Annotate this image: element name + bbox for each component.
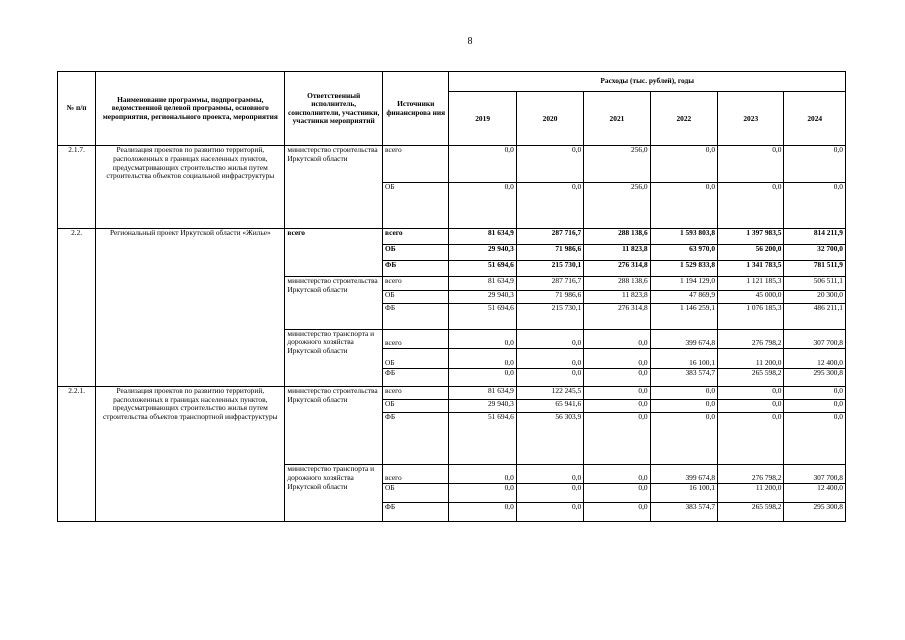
row-executor: министерство транспорта и дорожного хозяйства Иркутской области bbox=[285, 329, 383, 386]
row-value: 0,0 bbox=[718, 413, 784, 465]
header-executor: Ответственный исполнитель, соисполнители, участники, участники мероприятий bbox=[285, 72, 383, 146]
row-executor: министерство строительства Иркутской области bbox=[285, 146, 383, 229]
row-value: 11 823,8 bbox=[584, 245, 650, 261]
row-value: 0,0 bbox=[449, 368, 516, 386]
row-value: 0,0 bbox=[584, 400, 650, 413]
row-source: ОБ bbox=[383, 182, 449, 228]
row-value: 215 730,1 bbox=[516, 261, 583, 277]
row-value: 81 634,9 bbox=[449, 277, 516, 291]
row-value: 0,0 bbox=[650, 146, 717, 182]
row-value: 0,0 bbox=[650, 386, 717, 399]
row-value: 383 574,7 bbox=[650, 368, 717, 386]
row-source: ФБ bbox=[383, 304, 449, 329]
row-value: 65 941,6 bbox=[516, 400, 583, 413]
row-value: 0,0 bbox=[718, 400, 784, 413]
row-value: 51 694,6 bbox=[449, 304, 516, 329]
row-value: 20 300,0 bbox=[784, 291, 846, 304]
row-executor: министерство транспорта и дорожного хозяйства Иркутской области bbox=[285, 465, 383, 522]
row-value: 295 300,8 bbox=[784, 502, 846, 521]
table-row bbox=[58, 229, 846, 245]
row-value: 0,0 bbox=[718, 182, 784, 228]
row-value: 0,0 bbox=[449, 329, 516, 348]
row-value: 287 716,7 bbox=[516, 277, 583, 291]
row-value: 122 245,5 bbox=[516, 386, 583, 399]
row-source: ОБ bbox=[383, 291, 449, 304]
row-value: 56 200,0 bbox=[718, 245, 784, 261]
header-name: Наименование программы, подпрограммы, ведомственной целевой программы, основного мероприятия, регионального проекта, мероприятия bbox=[96, 72, 285, 146]
row-value: 29 940,3 bbox=[449, 245, 516, 261]
row-source: ОБ bbox=[383, 348, 449, 368]
row-value: 399 674,8 bbox=[650, 465, 717, 483]
row-source: всего bbox=[383, 465, 449, 483]
row-source: всего bbox=[383, 277, 449, 291]
row-value: 11 200,0 bbox=[718, 483, 784, 502]
header-expenses: Расходы (тыс. рублей), годы bbox=[449, 72, 846, 92]
page-number: 8 bbox=[467, 36, 473, 47]
header-year: 2022 bbox=[650, 92, 717, 146]
row-value: 0,0 bbox=[449, 465, 516, 483]
row-value: 1 076 185,3 bbox=[718, 304, 784, 329]
row-value: 265 598,2 bbox=[718, 368, 784, 386]
row-value: 51 694,6 bbox=[449, 413, 516, 465]
row-value: 215 730,1 bbox=[516, 304, 583, 329]
row-value: 71 986,6 bbox=[516, 245, 583, 261]
row-value: 0,0 bbox=[449, 146, 516, 182]
header-year: 2020 bbox=[516, 92, 583, 146]
row-value: 45 000,0 bbox=[718, 291, 784, 304]
row-value: 16 100,1 bbox=[650, 348, 717, 368]
row-value: 0,0 bbox=[516, 146, 583, 182]
row-value: 0,0 bbox=[584, 368, 650, 386]
row-value: 0,0 bbox=[784, 386, 846, 399]
row-source: ФБ bbox=[383, 261, 449, 277]
row-value: 288 138,6 bbox=[584, 229, 650, 245]
row-value: 399 674,8 bbox=[650, 329, 717, 348]
row-source: ФБ bbox=[383, 502, 449, 521]
row-value: 1 529 833,8 bbox=[650, 261, 717, 277]
row-value: 0,0 bbox=[516, 368, 583, 386]
row-value: 11 200,0 bbox=[718, 348, 784, 368]
budget-table bbox=[57, 71, 846, 522]
row-value: 16 100,1 bbox=[650, 483, 717, 502]
row-value: 0,0 bbox=[650, 413, 717, 465]
row-value: 287 716,7 bbox=[516, 229, 583, 245]
row-value: 288 138,6 bbox=[584, 277, 650, 291]
row-value: 0,0 bbox=[784, 400, 846, 413]
row-name: Реализация проектов по развитию территорий, расположенных в границах населенных пунктов, предусматривающих строительство жилья путем строительства объектов социальной инфраструктуры bbox=[96, 146, 285, 229]
row-value: 0,0 bbox=[449, 348, 516, 368]
row-value: 383 574,7 bbox=[650, 502, 717, 521]
row-value: 276 314,8 bbox=[584, 261, 650, 277]
row-value: 307 700,8 bbox=[784, 465, 846, 483]
row-name: Региональный проект Иркутской области «Жилье» bbox=[96, 229, 285, 387]
row-value: 0,0 bbox=[516, 465, 583, 483]
row-source: всего bbox=[383, 329, 449, 348]
row-value: 56 303,9 bbox=[516, 413, 583, 465]
row-value: 47 869,9 bbox=[650, 291, 717, 304]
row-value: 486 211,1 bbox=[784, 304, 846, 329]
table-row bbox=[58, 146, 846, 182]
row-value: 1 146 259,1 bbox=[650, 304, 717, 329]
row-value: 295 300,8 bbox=[784, 368, 846, 386]
row-value: 0,0 bbox=[718, 146, 784, 182]
header-year: 2024 bbox=[784, 92, 846, 146]
row-value: 81 634,9 bbox=[449, 386, 516, 399]
row-value: 0,0 bbox=[584, 348, 650, 368]
row-value: 29 940,3 bbox=[449, 400, 516, 413]
header-source: Источники финансирова ния bbox=[383, 72, 449, 146]
row-value: 0,0 bbox=[784, 413, 846, 465]
table-row bbox=[58, 386, 846, 399]
row-name: Реализация проектов по развитию территорий, расположенных в границах населенных пунктов, предусматривающих строительство жилья путем строительства объектов транспортной инфраструктуры bbox=[96, 386, 285, 521]
row-value: 11 823,8 bbox=[584, 291, 650, 304]
row-source: ОБ bbox=[383, 483, 449, 502]
header-year: 2019 bbox=[449, 92, 516, 146]
header-year: 2023 bbox=[718, 92, 784, 146]
row-source: ОБ bbox=[383, 400, 449, 413]
row-value: 1 194 129,0 bbox=[650, 277, 717, 291]
row-value: 0,0 bbox=[516, 483, 583, 502]
row-value: 0,0 bbox=[584, 386, 650, 399]
row-value: 276 798,2 bbox=[718, 329, 784, 348]
row-value: 814 211,9 bbox=[784, 229, 846, 245]
row-source: всего bbox=[383, 146, 449, 182]
row-executor: министерство строительства Иркутской области bbox=[285, 277, 383, 329]
row-value: 0,0 bbox=[784, 182, 846, 228]
row-value: 276 798,2 bbox=[718, 465, 784, 483]
row-value: 0,0 bbox=[516, 348, 583, 368]
row-code: 2.1.7. bbox=[58, 146, 96, 229]
row-value: 265 598,2 bbox=[718, 502, 784, 521]
row-value: 29 940,3 bbox=[449, 291, 516, 304]
row-source: ОБ bbox=[383, 245, 449, 261]
row-value: 0,0 bbox=[584, 483, 650, 502]
row-value: 0,0 bbox=[449, 483, 516, 502]
row-value: 0,0 bbox=[584, 329, 650, 348]
row-source: ФБ bbox=[383, 413, 449, 465]
row-source: ФБ bbox=[383, 368, 449, 386]
header-year: 2021 bbox=[584, 92, 650, 146]
row-value: 51 694,6 bbox=[449, 261, 516, 277]
row-value: 0,0 bbox=[718, 386, 784, 399]
row-value: 0,0 bbox=[584, 413, 650, 465]
row-value: 0,0 bbox=[449, 182, 516, 228]
row-source: всего bbox=[383, 386, 449, 399]
row-executor: министерство строительства Иркутской области bbox=[285, 386, 383, 465]
row-value: 81 634,9 bbox=[449, 229, 516, 245]
row-value: 0,0 bbox=[584, 465, 650, 483]
row-value: 1 397 983,5 bbox=[718, 229, 784, 245]
row-value: 63 970,0 bbox=[650, 245, 717, 261]
row-value: 256,0 bbox=[584, 146, 650, 182]
row-value: 0,0 bbox=[516, 182, 583, 228]
row-value: 0,0 bbox=[516, 502, 583, 521]
row-value: 71 986,6 bbox=[516, 291, 583, 304]
row-value: 0,0 bbox=[650, 182, 717, 228]
row-value: 32 700,0 bbox=[784, 245, 846, 261]
row-value: 276 314,8 bbox=[584, 304, 650, 329]
row-value: 781 511,9 bbox=[784, 261, 846, 277]
row-value: 0,0 bbox=[650, 400, 717, 413]
row-value: 0,0 bbox=[516, 329, 583, 348]
row-value: 1 593 803,8 bbox=[650, 229, 717, 245]
row-value: 307 700,8 bbox=[784, 329, 846, 348]
row-value: 0,0 bbox=[449, 502, 516, 521]
row-value: 0,0 bbox=[584, 502, 650, 521]
row-value: 12 400,0 bbox=[784, 483, 846, 502]
row-value: 1 121 185,3 bbox=[718, 277, 784, 291]
row-value: 0,0 bbox=[784, 146, 846, 182]
row-value: 256,0 bbox=[584, 182, 650, 228]
row-executor: всего bbox=[285, 229, 383, 277]
row-value: 506 511,1 bbox=[784, 277, 846, 291]
row-value: 1 341 783,5 bbox=[718, 261, 784, 277]
row-code: 2.2. bbox=[58, 229, 96, 387]
row-value: 12 400,0 bbox=[784, 348, 846, 368]
row-code: 2.2.1. bbox=[58, 386, 96, 521]
row-source: всего bbox=[383, 229, 449, 245]
header-no: № п/п bbox=[58, 72, 96, 146]
